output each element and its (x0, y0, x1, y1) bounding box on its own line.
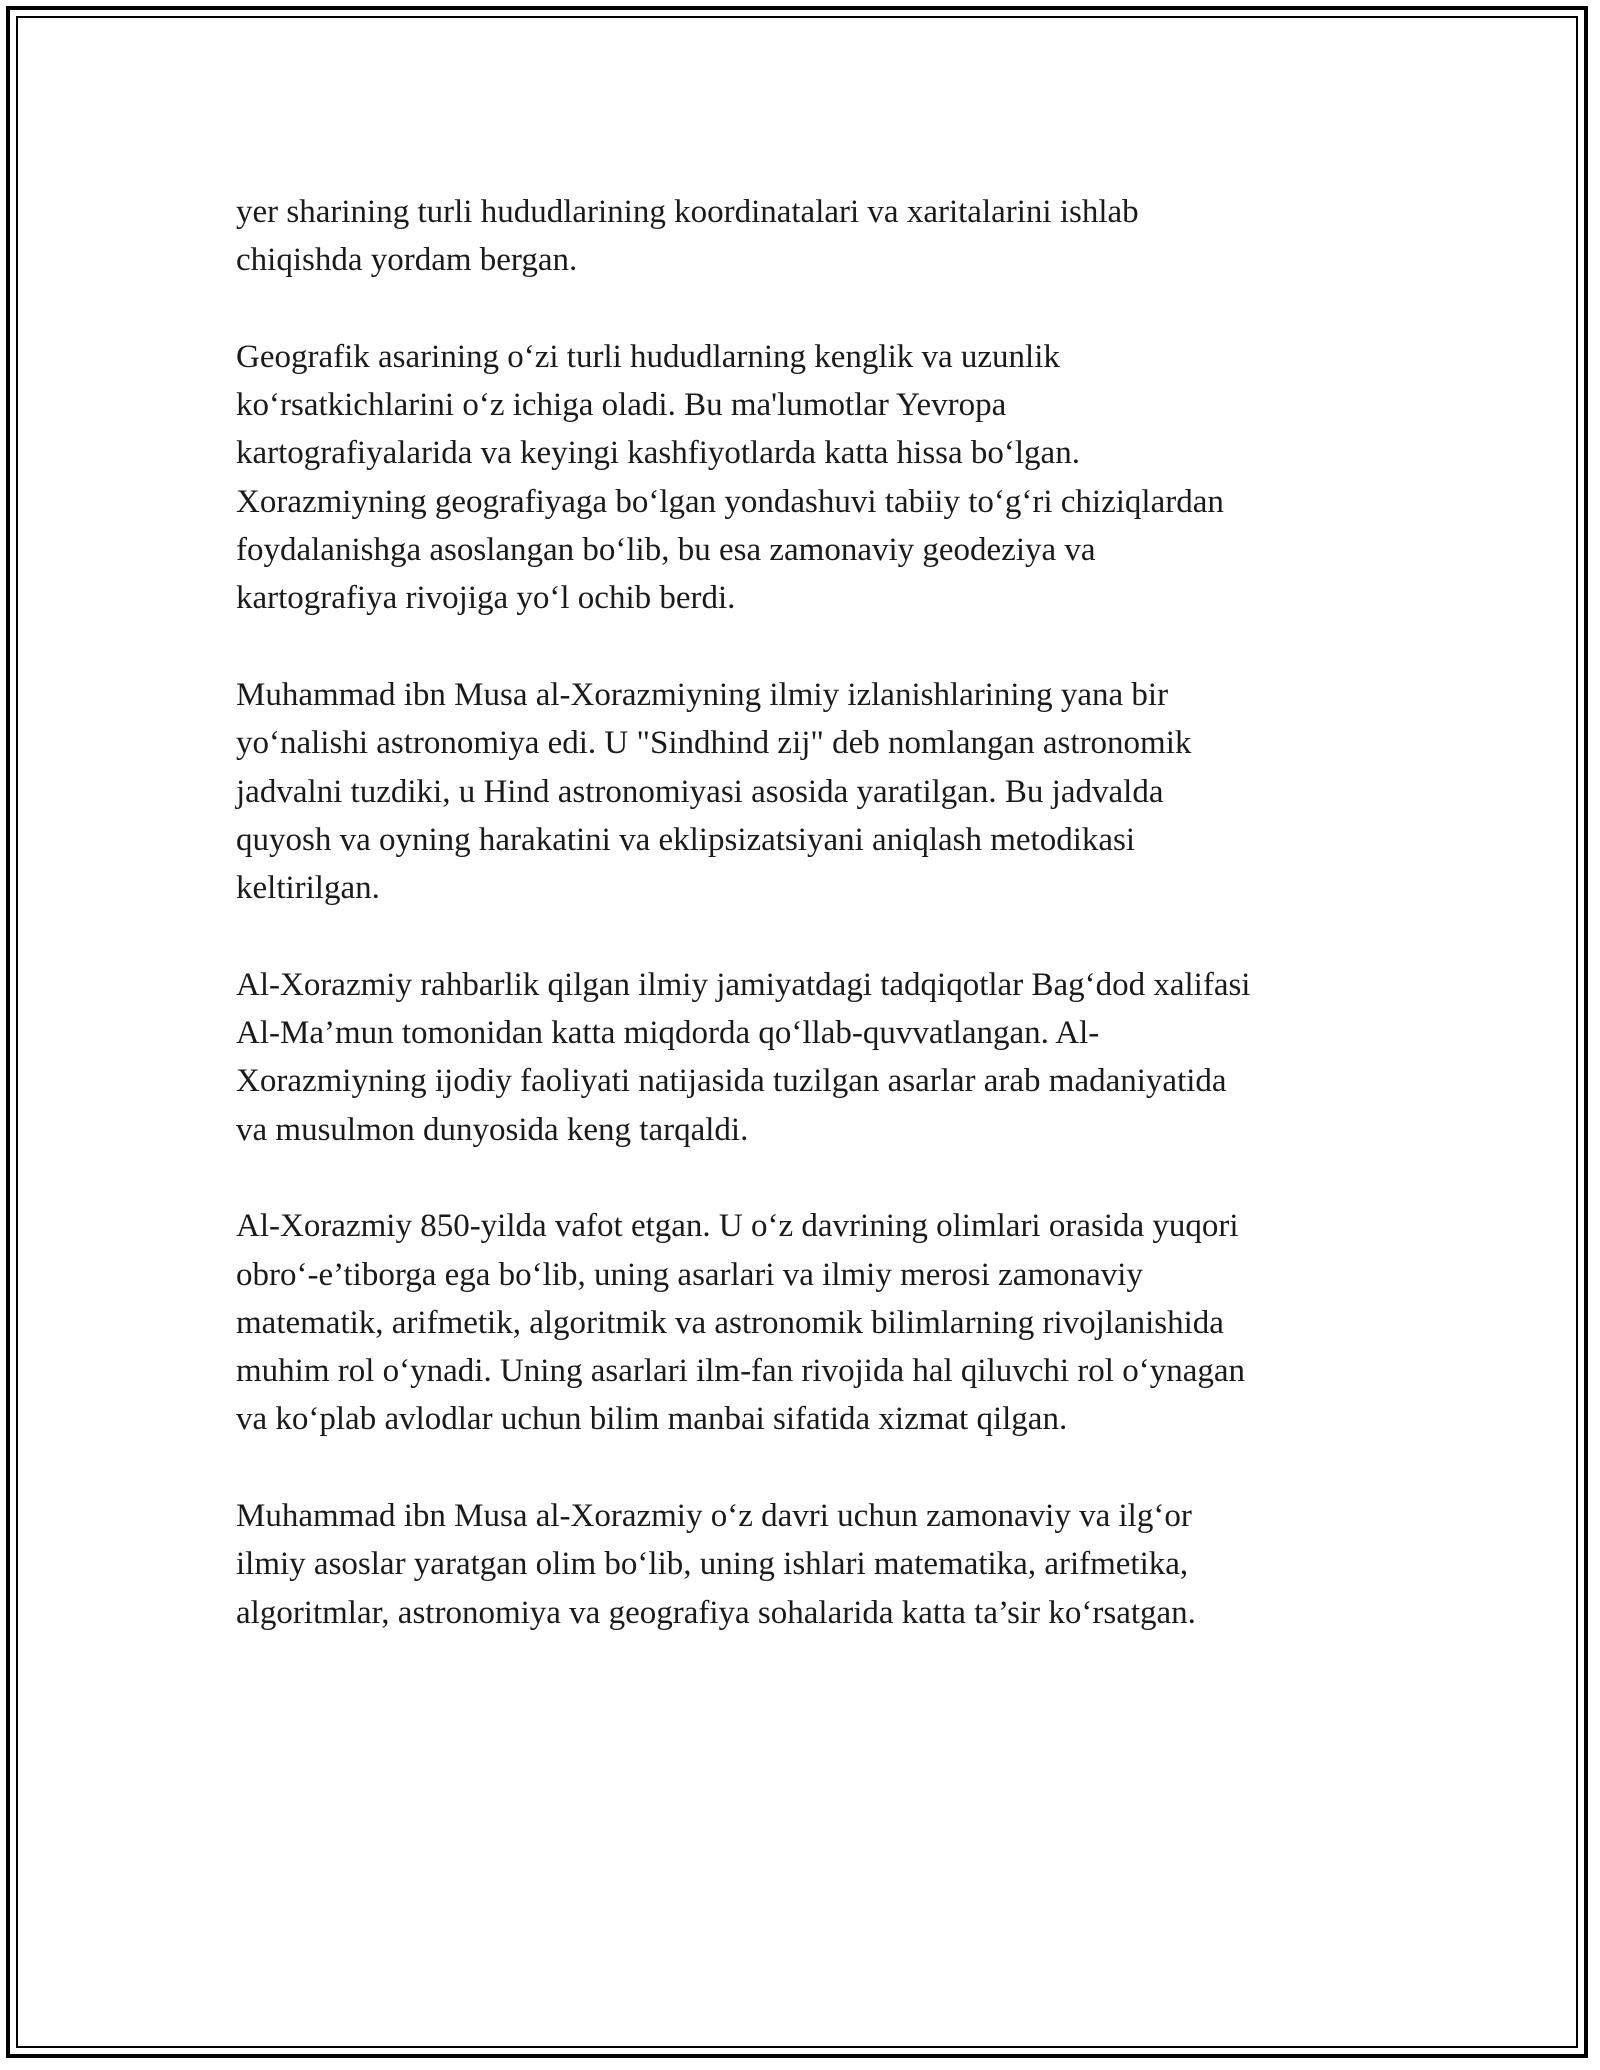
text-line: Muhammad ibn Musa al-Xorazmiyning ilmiy izlanishlarining yana bir (236, 676, 1169, 713)
text-line: Al-Xorazmiy 850-yilda vafot etgan. U o‘z davrining olimlari orasida yuqori (236, 1208, 1239, 1245)
text-line: va musulmon dunyosida keng tarqaldi. (236, 1111, 749, 1148)
paragraph-4 (236, 961, 1386, 1154)
text-line: kartografiyalarida va keyingi kashfiyotlarda katta hissa bo‘lgan. (236, 435, 1080, 472)
paragraph-6 (236, 1492, 1386, 1637)
paragraph-1 (236, 188, 1386, 285)
text-line: Al-Ma’mun tomonidan katta miqdorda qo‘llab-quvvatlangan. Al- (236, 1015, 1100, 1052)
text-line: quyosh va oyning harakatini va eklipsizatsiyani aniqlash metodikasi (236, 821, 1136, 858)
text-line: Al-Xorazmiy rahbarlik qilgan ilmiy jamiyatdagi tadqiqotlar Bag‘dod xalifasi (236, 966, 1251, 1003)
text-line: ilmiy asoslar yaratgan olim bo‘lib, uning ishlari matematika, arifmetika, (236, 1546, 1189, 1583)
text-line: Geografik asarining o‘zi turli hududlarning kenglik va uzunlik (236, 338, 1060, 375)
text-line: Xorazmiyning geografiyaga bo‘lgan yondashuvi tabiiy to‘g‘ri chiziqlardan (236, 483, 1224, 520)
paragraph-5 (236, 1202, 1386, 1443)
text-line: jadvalni tuzdiki, u Hind astronomiyasi asosida yaratilgan. Bu jadvalda (236, 773, 1164, 810)
text-line: chiqishda yordam bergan. (236, 242, 578, 279)
text-line: ko‘rsatkichlarini o‘z ichiga oladi. Bu ma'lumotlar Yevropa (236, 387, 1007, 424)
text-line: foydalanishga asoslangan bo‘lib, bu esa zamonaviy geodeziya va (236, 532, 1096, 569)
paragraph-3 (236, 671, 1386, 912)
text-line: algoritmlar, astronomiya va geografiya sohalarida katta ta’sir ko‘rsatgan. (236, 1594, 1196, 1631)
text-line: matematik, arifmetik, algoritmik va astronomik bilimlarning rivojlanishida (236, 1304, 1224, 1341)
text-line: kartografiya rivojiga yo‘l ochib berdi. (236, 580, 736, 617)
text-line: keltirilgan. (236, 870, 380, 907)
text-line: yo‘nalishi astronomiya edi. U "Sindhind zij" deb nomlangan astronomik (236, 725, 1192, 762)
text-line: va ko‘plab avlodlar uchun bilim manbai sifatida xizmat qilgan. (236, 1401, 1068, 1438)
document-body (236, 188, 1386, 1685)
text-line: yer sharining turli hududlarining koordinatalari va xaritalarini ishlab (236, 194, 1139, 230)
text-line: Xorazmiyning ijodiy faoliyati natijasida tuzilgan asarlar arab madaniyatida (236, 1063, 1227, 1100)
paragraph-2 (236, 333, 1386, 623)
text-line: Muhammad ibn Musa al-Xorazmiy o‘z davri uchun zamonaviy va ilg‘or (236, 1498, 1192, 1535)
text-line: muhim rol o‘ynadi. Uning asarlari ilm-fan rivojida hal qiluvchi rol o‘ynagan (236, 1353, 1245, 1390)
text-line: obro‘-e’tiborga ega bo‘lib, uning asarlari va ilmiy merosi zamonaviy (236, 1256, 1143, 1293)
